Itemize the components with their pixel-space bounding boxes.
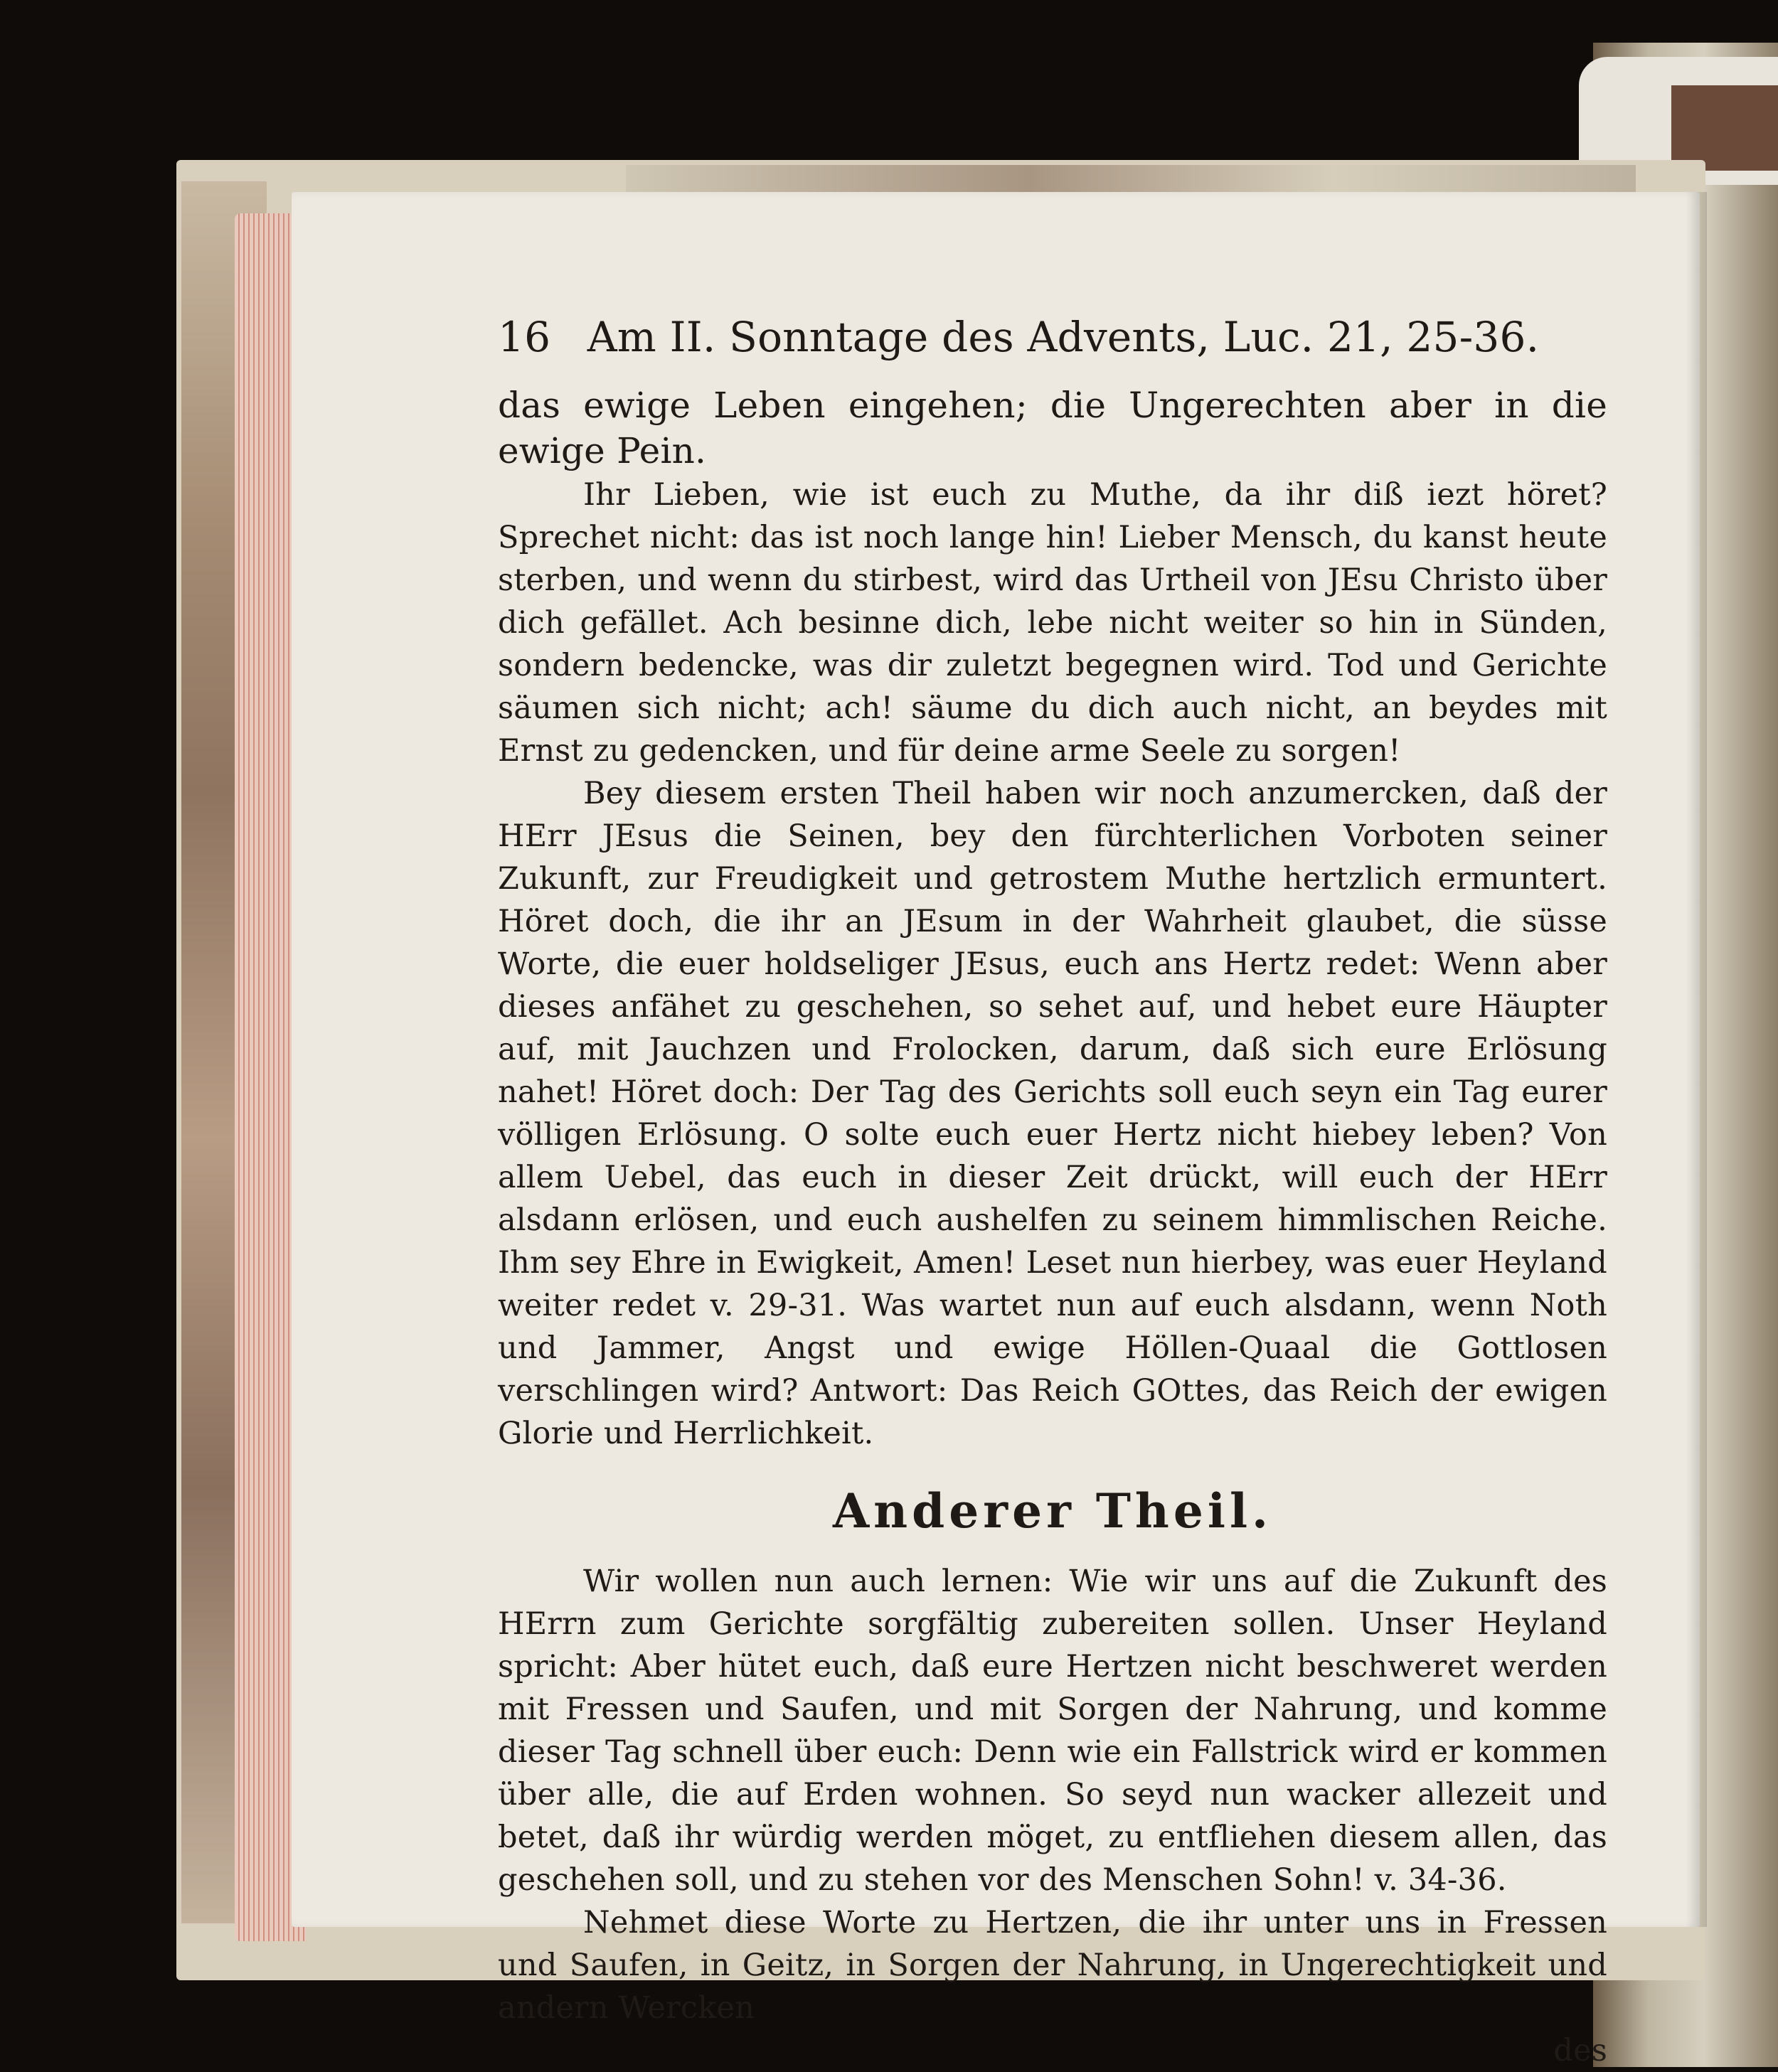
section-heading: Anderer Theil. xyxy=(832,1483,1273,1539)
paragraph: Nehmet diese Worte zu Hertzen, die ihr unter uns in Fressen und Saufen, in Geitz, in Sorgen der Nahrung, in Ungerechtigkeit und andern Wercken xyxy=(498,1905,1607,2026)
running-head: Am II. Sonntage des Advents, Luc. 21, 25-36. xyxy=(587,313,1540,361)
paragraph-continuation: das ewige Leben eingehen; die Ungerechten aber in die ewige Pein. xyxy=(498,385,1607,471)
paragraph: Wir wollen nun auch lernen: Wie wir uns auf die Zukunft des HErrn zum Gerichte sorgfältig zubereiten sollen. Unser Heyland spricht: Aber hütet euch, daß eure Hertzen nicht beschweret werden mit Fressen und Saufen, und mit Sorgen der Nahrung, und komme dieser Tag schnell über euch: Denn wie ein Fallstrick wird er kommen über alle, die auf Erden wohnen. So seyd nun wacker allezeit und betet, daß ihr würdig werden möget, zu entfliehen diesem allen, das geschehen soll, und zu stehen vor des Menschen Sohn! v. 34-36. xyxy=(498,1564,1607,1898)
paragraph: Ihr Lieben, wie ist euch zu Muthe, da ihr diß iezt höret? Sprechet nicht: das ist noch lange hin! Lieber Mensch, du kanst heute sterben, und wenn du stirbest, wird das Urtheil von JEsu Christo über dich gefället. Ach besinne dich, lebe nicht weiter so hin in Sünden, sondern bedencke, was dir zuletzt begegnen wird. Tod und Gerichte säumen sich nicht; ach! säume du dich auch nicht, an beydes mit Ernst zu gedencken, und für deine arme Seele zu sorgen! xyxy=(498,477,1607,769)
catchword: des xyxy=(1553,2033,1607,2068)
gutter-shadow xyxy=(1686,192,1707,1927)
page-number: 16 xyxy=(498,313,551,361)
running-header xyxy=(498,313,1607,361)
adjacent-book-spine xyxy=(1671,85,1778,171)
page-text xyxy=(498,313,1607,2072)
paragraph: Bey diesem ersten Theil haben wir noch anzumercken, daß der HErr JEsus die Seinen, bey den fürchterlichen Vorboten seiner Zukunft, zur Freudigkeit und getrostem Muthe hertzlich ermuntert. Höret doch, die ihr an JEsum in der Wahrheit glaubet, die süsse Worte, die euer holdseliger JEsus, euch ans Hertz redet: Wenn aber dieses anfähet zu geschehen, so sehet auf, und hebet eure Häupter auf, mit Jauchzen und Frolocken, darum, daß sich eure Erlösung nahet! Höret doch: Der Tag des Gerichts soll euch seyn ein Tag eurer völligen Erlösung. O solte euch euer Hertz nicht hiebey leben? Von allem Uebel, das euch in dieser Zeit drückt, will euch der HErr alsdann erlösen, und euch aushelfen zu seinem himmlischen Reiche. Ihm sey Ehre in Ewigkeit, Amen! Leset nun hierbey, was euer Heyland weiter redet v. 29-31. Was wartet nun auf euch alsdann, wenn Noth und Jammer, Angst und ewige Höllen-Quaal die Gottlosen verschlingen wird? Antwort: Das Reich GOttes, das Reich der ewigen Glorie und Herrlichkeit. xyxy=(498,776,1607,1451)
